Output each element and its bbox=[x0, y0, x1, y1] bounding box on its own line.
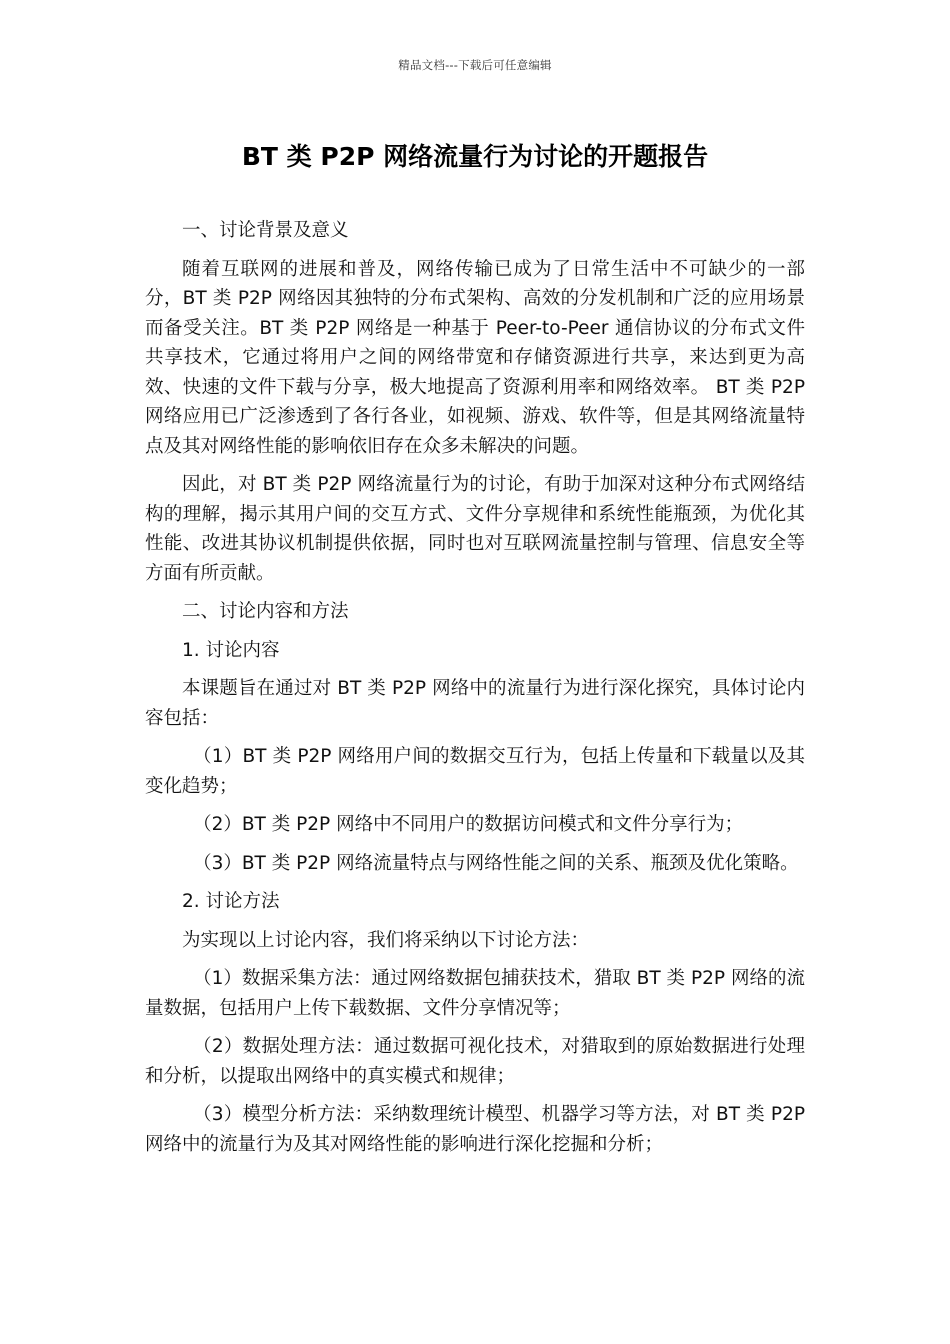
document-body bbox=[145, 216, 805, 1168]
header-note: 精品文档---下载后可任意编辑 bbox=[398, 58, 552, 72]
content-item-2: （2）BT 类 P2P 网络中不同用户的数据访问模式和文件分享行为； bbox=[193, 814, 744, 835]
subheading-method: 2. 讨论方法 bbox=[182, 891, 280, 912]
paragraph-background-2: 因此，对 BT 类 P2P 网络流量行为的讨论，有助于加深对这种分布式网络结构的理解，揭示其用户间的交互方式、文件分享规律和系统性能瓶颈，为优化其性能、改进其协议机制提供依据，同时也对互联网流量控制与管理、信息安全等方面有所贡献。 bbox=[145, 474, 805, 584]
method-item-3: （3）模型分析方法：采纳数理统计模型、机器学习等方法，对 BT 类 P2P 网络中的流量行为及其对网络性能的影响进行深化挖掘和分析； bbox=[145, 1104, 805, 1155]
method-item-2: （2）数据处理方法：通过数据可视化技术，对猎取到的原始数据进行处理和分析，以提取出网络中的真实模式和规律； bbox=[145, 1036, 805, 1087]
content-item-3: （3）BT 类 P2P 网络流量特点与网络性能之间的关系、瓶颈及优化策略。 bbox=[193, 852, 799, 874]
paragraph-method-intro: 为实现以上讨论内容，我们将采纳以下讨论方法： bbox=[182, 929, 590, 951]
paragraph-content-intro: 本课题旨在通过对 BT 类 P2P 网络中的流量行为进行深化探究，具体讨论内容包括： bbox=[145, 678, 805, 729]
section-heading-content-method: 二、讨论内容和方法 bbox=[182, 601, 349, 622]
section-heading-background: 一、讨论背景及意义 bbox=[182, 220, 349, 241]
document-title: BT 类 P2P 网络流量行为讨论的开题报告 bbox=[241, 142, 709, 171]
method-item-1: （1）数据采集方法：通过网络数据包捕获技术，猎取 BT 类 P2P 网络的流量数据，包括用户上传下载数据、文件分享情况等； bbox=[145, 968, 805, 1019]
content-item-1: （1）BT 类 P2P 网络用户间的数据交互行为，包括上传量和下载量以及其变化趋势； bbox=[145, 746, 805, 797]
subheading-content: 1. 讨论内容 bbox=[182, 639, 280, 661]
paragraph-background-1: 随着互联网的进展和普及，网络传输已成为了日常生活中不可缺少的一部分，BT 类 P2P 网络因其独特的分布式架构、高效的分发机制和广泛的应用场景而备受关注。BT 类 P2P 网络是一种基于 Peer-to-Peer 通信协议的分布式文件共享技术，它通过将用户之间的网络带宽和存储资源进行共享，来达到更为高效、快速的文件下载与分享，极大地提高了资源利用率和网络效率。 BT 类 P2P 网络应用已广泛渗透到了各行各业，如视频、游戏、软件等，但是其网络流量特点及其对网络性能的影响依旧存在众多未解决的问题。 bbox=[145, 258, 805, 457]
